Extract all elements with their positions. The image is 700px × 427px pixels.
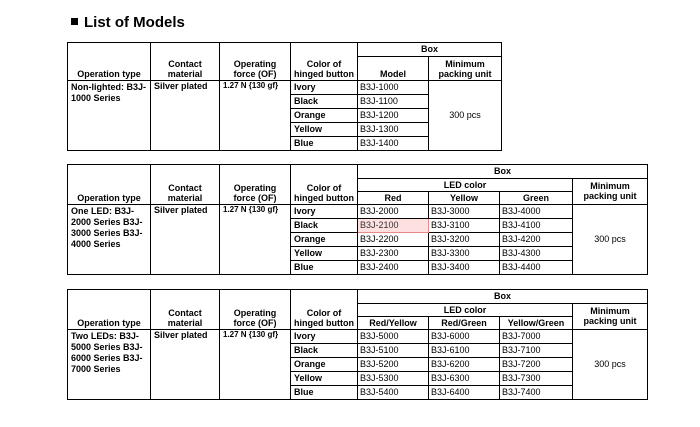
model-cell: B3J-2300 — [358, 247, 429, 261]
model-cell: B3J-1100 — [358, 95, 429, 109]
model-cell: B3J-1400 — [358, 137, 429, 151]
header-led-color: LED color — [358, 304, 573, 317]
header-operating-force: Operating force (OF) — [220, 290, 291, 330]
model-cell: B3J-6300 — [429, 372, 500, 386]
model-cell: B3J-3000 — [429, 205, 500, 219]
model-cell: B3J-5400 — [358, 386, 429, 400]
model-cell: B3J-1200 — [358, 109, 429, 123]
header-min-packing: Minimum packing unit — [429, 57, 502, 81]
button-color-cell: Blue — [291, 261, 358, 275]
header-min-packing: Minimum packing unit — [573, 304, 648, 330]
model-cell: B3J-7200 — [500, 358, 573, 372]
model-cell: B3J-2000 — [358, 205, 429, 219]
button-color-cell: Orange — [291, 358, 358, 372]
page-title — [71, 14, 185, 31]
header-color-of-button: Color of hinged button — [291, 165, 358, 205]
header-operation-type: Operation type — [68, 290, 151, 330]
header-color-of-button: Color of hinged button — [291, 43, 358, 81]
material-cell: Silver plated — [151, 205, 220, 275]
button-color-cell: Black — [291, 219, 358, 233]
header-led-red: Red — [358, 192, 429, 205]
model-cell: B3J-6400 — [429, 386, 500, 400]
header-led-green: Green — [500, 192, 573, 205]
model-cell: B3J-5300 — [358, 372, 429, 386]
model-cell: B3J-3100 — [429, 219, 500, 233]
force-cell: 1.27 N {130 gf} — [220, 81, 291, 151]
model-cell: B3J-4200 — [500, 233, 573, 247]
header-contact-material: Contact material — [151, 43, 220, 81]
model-cell: B3J-7000 — [500, 330, 573, 344]
header-led-yellow-green: Yellow/Green — [500, 317, 573, 330]
button-color-cell: Orange — [291, 233, 358, 247]
operation-type-cell: One LED: B3J-2000 Series B3J-3000 Series B3J-4000 Series — [68, 205, 151, 275]
header-box: Box — [358, 43, 502, 57]
model-cell: B3J-7400 — [500, 386, 573, 400]
button-color-cell: Black — [291, 95, 358, 109]
operation-type-cell: Two LEDs: B3J-5000 Series B3J-6000 Series B3J-7000 Series — [68, 330, 151, 400]
header-operation-type: Operation type — [68, 43, 151, 81]
header-contact-material: Contact material — [151, 290, 220, 330]
header-box: Box — [358, 290, 648, 304]
packing-unit-cell: 300 pcs — [429, 81, 502, 151]
model-cell: B3J-7100 — [500, 344, 573, 358]
material-cell: Silver plated — [151, 81, 220, 151]
model-cell: B3J-2200 — [358, 233, 429, 247]
packing-unit-cell: 300 pcs — [573, 330, 648, 400]
button-color-cell: Ivory — [291, 330, 358, 344]
button-color-cell: Blue — [291, 137, 358, 151]
models-table-two-leds — [67, 289, 648, 400]
models-table-non-lighted — [67, 42, 502, 151]
force-cell: 1.27 N {130 gf} — [220, 205, 291, 275]
model-cell: B3J-5200 — [358, 358, 429, 372]
header-operating-force: Operating force (OF) — [220, 165, 291, 205]
button-color-cell: Ivory — [291, 205, 358, 219]
model-cell-highlighted: B3J-2100 — [358, 219, 429, 233]
button-color-cell: Orange — [291, 109, 358, 123]
header-box: Box — [358, 165, 648, 179]
model-cell: B3J-2400 — [358, 261, 429, 275]
operation-type-cell: Non-lighted: B3J-1000 Series — [68, 81, 151, 151]
button-color-cell: Yellow — [291, 372, 358, 386]
model-cell: B3J-4000 — [500, 205, 573, 219]
model-cell: B3J-4100 — [500, 219, 573, 233]
packing-unit-cell: 300 pcs — [573, 205, 648, 275]
model-cell: B3J-6100 — [429, 344, 500, 358]
button-color-cell: Yellow — [291, 123, 358, 137]
header-led-red-yellow: Red/Yellow — [358, 317, 429, 330]
header-min-packing: Minimum packing unit — [573, 179, 648, 205]
models-table-one-led — [67, 164, 648, 275]
header-contact-material: Contact material — [151, 165, 220, 205]
header-operating-force: Operating force (OF) — [220, 43, 291, 81]
header-led-color: LED color — [358, 179, 573, 192]
button-color-cell: Yellow — [291, 247, 358, 261]
model-cell: B3J-3400 — [429, 261, 500, 275]
model-cell: B3J-3300 — [429, 247, 500, 261]
model-cell: B3J-6000 — [429, 330, 500, 344]
force-cell: 1.27 N {130 gf} — [220, 330, 291, 400]
model-cell: B3J-1000 — [358, 81, 429, 95]
model-cell: B3J-3200 — [429, 233, 500, 247]
page-title-text: List of Models — [84, 14, 185, 31]
button-color-cell: Blue — [291, 386, 358, 400]
model-cell: B3J-6200 — [429, 358, 500, 372]
header-operation-type: Operation type — [68, 165, 151, 205]
model-cell: B3J-4300 — [500, 247, 573, 261]
model-cell: B3J-5100 — [358, 344, 429, 358]
square-bullet-icon — [71, 18, 78, 25]
button-color-cell: Black — [291, 344, 358, 358]
material-cell: Silver plated — [151, 330, 220, 400]
model-cell: B3J-7300 — [500, 372, 573, 386]
button-color-cell: Ivory — [291, 81, 358, 95]
model-cell: B3J-4400 — [500, 261, 573, 275]
header-color-of-button: Color of hinged button — [291, 290, 358, 330]
header-model: Model — [358, 57, 429, 81]
header-led-yellow: Yellow — [429, 192, 500, 205]
model-cell: B3J-5000 — [358, 330, 429, 344]
model-cell: B3J-1300 — [358, 123, 429, 137]
header-led-red-green: Red/Green — [429, 317, 500, 330]
